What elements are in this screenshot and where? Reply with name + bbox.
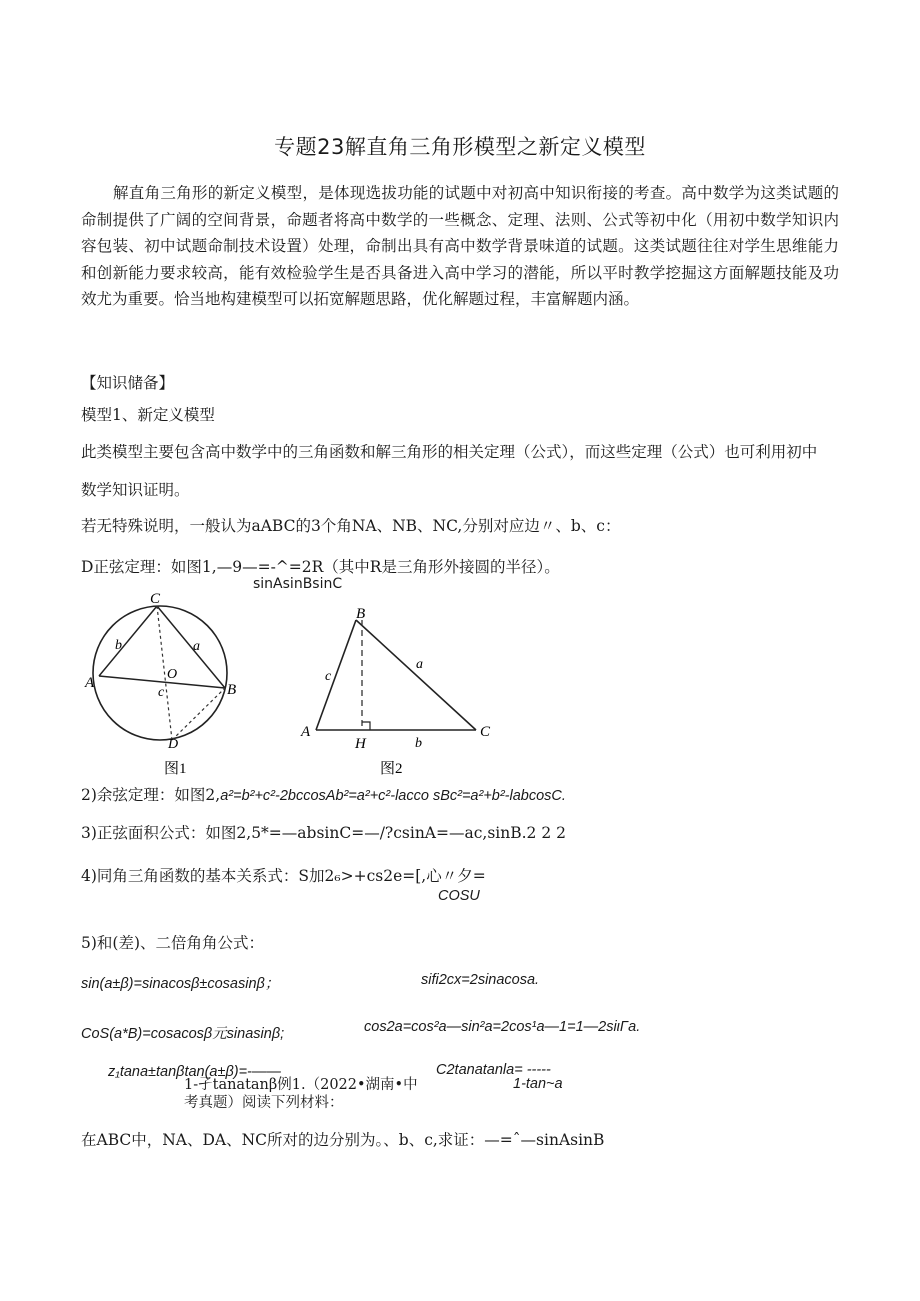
label-b: b: [115, 638, 122, 653]
label-B: B: [356, 606, 366, 622]
description-line-2: 数学知识证明。: [81, 481, 190, 499]
cosine-law-formula: a²=b²+c²-2bccosAb²=a²+c²-lacco sBc²=a²+b²-labcosC.: [220, 788, 566, 804]
label-a: a: [416, 657, 423, 672]
label-D: D: [168, 737, 179, 752]
sine-law-denominators: sinAsinBsinC: [253, 576, 343, 592]
model-label: 模型1、新定义模型: [81, 406, 215, 424]
label-a: a: [193, 639, 200, 654]
tan-sum-formula: z₁tana±tanβtan(a±β)=-——: [108, 1064, 281, 1080]
label-C: C: [150, 591, 161, 607]
label-B: B: [227, 682, 237, 698]
knowledge-header: 【知识储备】: [81, 374, 175, 392]
area-formula-line: 3)正弦面积公式：如图2,5*=—absinC=—/?csinA=—ac,sinB.2 2 2: [81, 824, 566, 842]
label-A: A: [85, 675, 95, 691]
right-angle-mark: [362, 722, 370, 730]
sum-cos-formula: CoS(a*B)=cosacosβ元sinasinβ;: [81, 1026, 285, 1042]
description-line-1: 此类模型主要包含高中数学中的三角函数和解三角形的相关定理（公式），而这些定理（公式）也可利用初中: [81, 443, 818, 461]
figure-1: [80, 588, 270, 780]
circumcircle: [93, 606, 227, 740]
tan-double-denominator: 1-tan~a: [513, 1076, 563, 1092]
label-C: C: [480, 724, 491, 740]
page-title: 专题23解直角三角形模型之新定义模型: [274, 135, 646, 159]
label-c: c: [158, 685, 165, 700]
final-line: 在ABC中，NA、DA、NC所对的边分别为。、b、c,求证：—=ˆ—sinAsinB: [81, 1131, 605, 1149]
double-sin-formula: sifi2cx=2sinacosa.: [421, 972, 540, 988]
label-H: H: [355, 736, 366, 752]
label-b: b: [415, 736, 422, 751]
sine-law-line: D正弦定理：如图1,—9—=-^=2R（其中R是三角形外接圆的半径）。: [81, 558, 560, 576]
side-b: [99, 606, 157, 676]
identity-line: 4)同角三角函数的基本关系式：S加2₆>+cs2e=[,心〃夕=: [81, 867, 486, 885]
example-line-2: 考真题）阅读下列材料：: [184, 1095, 344, 1111]
tan-sum-denominator: 1-孑tanatanβ例1.（2022•湖南•中: [184, 1077, 418, 1093]
side-a: [356, 620, 476, 730]
chord-bd: [172, 688, 225, 740]
sum-diff-header: 5)和(差)、二倍角角公式：: [81, 934, 265, 952]
cosine-law-line: [81, 783, 566, 805]
label-c: c: [325, 669, 332, 684]
label-O: O: [167, 667, 178, 682]
identity-denominator: COSU: [438, 888, 480, 904]
side-c: [316, 620, 356, 730]
label-A: A: [301, 724, 311, 740]
figure-1-caption: 图1: [164, 761, 187, 777]
sum-sin-formula: sin(a±β)=sinacosβ±cosasinβ；: [81, 976, 280, 992]
assumption-line: 若无特殊说明，一般认为aABC的3个角NA、NB、NC,分别对应边〃、b、c：: [81, 517, 621, 535]
double-cos-formula: cos2a=cos²a—sin²a=2cos¹a—1=1—2siιΓa.: [364, 1019, 641, 1035]
tan-double-formula: C2tanatanla= -----: [436, 1062, 551, 1078]
cosine-law-prefix: 2)余弦定理：如图2,: [81, 786, 221, 804]
intro-paragraph: 解直角三角形的新定义模型，是体现选拔功能的试题中对初高中知识衔接的考查。高中数学为这类试题的命制提供了广阔的空间背景，命题者将高中数学的一些概念、定理、法则、公式等初中化（用初中数学知识内容包装、初中试题命制技术设置）处理，命制出具有高中数学背景味道的试题。这类试题往往对学生思维能力和创新能力要求较高，能有效检验学生是否具备进入高中学习的潜能，所以平时教学挖掘这方面解题技能及功效尤为重要。恰当地构建模型可以拓宽解题思路，优化解题过程，丰富解题内涵。: [81, 184, 839, 308]
figure-2: [296, 600, 506, 780]
figure-2-caption: 图2: [380, 761, 403, 777]
